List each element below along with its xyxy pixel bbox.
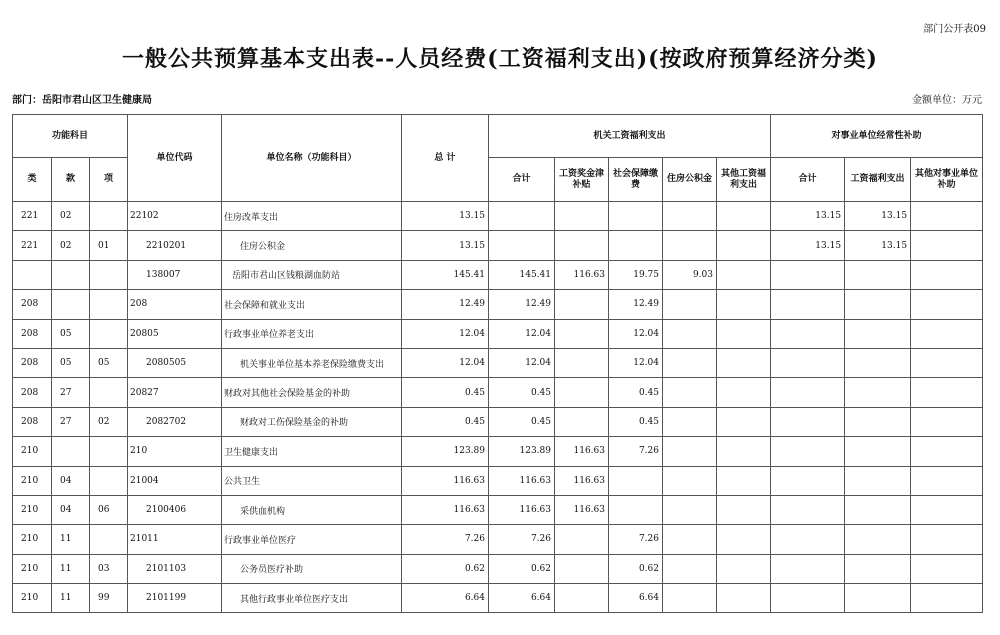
header-func-subject: 功能科目 [13,115,128,158]
table-row [13,554,983,583]
cell-inst-subtotal [771,525,845,554]
cell-xiang: 02 [90,407,128,436]
cell-inst-subtotal [771,466,845,495]
cell-unit-name: 社会保障和就业支出 [222,290,402,319]
cell-unit-code: 210 [128,437,222,466]
cell-org-bonus: 116.63 [555,437,609,466]
form-number: 部门公开表09 [923,24,986,35]
cell-org-other [717,231,771,260]
cell-inst-wage [845,290,911,319]
cell-org-housing [663,378,717,407]
cell-total: 13.15 [402,202,489,231]
cell-inst-subtotal [771,290,845,319]
header-org-other: 其他工资福利支出 [717,158,771,202]
cell-xiang [90,260,128,289]
cell-lei: 210 [13,554,52,583]
cell-org-housing [663,407,717,436]
cell-org-bonus: 116.63 [555,260,609,289]
cell-inst-subtotal [771,437,845,466]
cell-kuan: 27 [52,407,90,436]
cell-org-subtotal [489,231,555,260]
cell-unit-code: 208 [128,290,222,319]
cell-unit-name: 其他行政事业单位医疗支出 [222,584,402,613]
cell-total: 0.62 [402,554,489,583]
cell-unit-code: 20805 [128,319,222,348]
header-total: 总 计 [402,115,489,202]
cell-inst-wage [845,466,911,495]
cell-org-bonus [555,378,609,407]
currency-unit-label: 金额单位：万元 [912,95,982,106]
cell-inst-other [911,290,983,319]
cell-org-subtotal: 0.45 [489,378,555,407]
cell-lei: 208 [13,378,52,407]
cell-inst-other [911,319,983,348]
cell-inst-wage [845,348,911,377]
cell-unit-name: 住房公积金 [222,231,402,260]
header-lei: 类 [13,158,52,202]
cell-total: 123.89 [402,437,489,466]
header-org-subtotal: 合计 [489,158,555,202]
cell-org-housing [663,348,717,377]
header-inst-wage: 工资福利支出 [845,158,911,202]
cell-kuan [52,260,90,289]
cell-inst-other [911,525,983,554]
cell-inst-subtotal [771,260,845,289]
cell-org-bonus [555,554,609,583]
cell-org-bonus: 116.63 [555,495,609,524]
header-inst-other: 其他对事业单位补助 [911,158,983,202]
cell-org-subtotal: 0.62 [489,554,555,583]
cell-org-bonus [555,202,609,231]
cell-org-housing [663,290,717,319]
cell-org-social: 0.45 [609,378,663,407]
cell-org-housing: 9.03 [663,260,717,289]
cell-org-bonus [555,525,609,554]
cell-unit-name: 公共卫生 [222,466,402,495]
cell-org-subtotal: 12.04 [489,348,555,377]
cell-org-other [717,466,771,495]
cell-org-housing [663,319,717,348]
cell-kuan: 11 [52,584,90,613]
cell-inst-wage [845,525,911,554]
cell-inst-wage [845,378,911,407]
cell-org-other [717,437,771,466]
cell-org-housing [663,437,717,466]
cell-org-subtotal [489,202,555,231]
header-inst-group: 对事业单位经常性补助 [771,115,983,158]
cell-unit-code: 21004 [128,466,222,495]
cell-unit-code: 2100406 [128,495,222,524]
cell-xiang: 99 [90,584,128,613]
cell-org-subtotal: 123.89 [489,437,555,466]
cell-lei: 208 [13,290,52,319]
cell-org-other [717,348,771,377]
cell-org-other [717,554,771,583]
table-row [13,437,983,466]
table-row [13,525,983,554]
table-row [13,260,983,289]
cell-org-other [717,378,771,407]
cell-lei: 210 [13,584,52,613]
cell-unit-name: 岳阳市君山区钱粮湖血防站 [222,260,402,289]
cell-total: 13.15 [402,231,489,260]
cell-unit-code: 20827 [128,378,222,407]
cell-org-social: 0.62 [609,554,663,583]
cell-inst-wage [845,554,911,583]
cell-unit-code: 2082702 [128,407,222,436]
cell-kuan: 02 [52,202,90,231]
cell-lei: 221 [13,231,52,260]
cell-inst-other [911,554,983,583]
cell-unit-name: 财政对其他社会保险基金的补助 [222,378,402,407]
table-row [13,466,983,495]
cell-inst-wage [845,407,911,436]
cell-org-subtotal: 6.64 [489,584,555,613]
cell-inst-subtotal: 13.15 [771,202,845,231]
cell-org-bonus: 116.63 [555,466,609,495]
cell-xiang: 01 [90,231,128,260]
cell-inst-other [911,348,983,377]
cell-org-other [717,407,771,436]
cell-inst-subtotal [771,495,845,524]
cell-unit-code: 2101103 [128,554,222,583]
cell-org-other [717,202,771,231]
cell-total: 116.63 [402,466,489,495]
cell-unit-name: 行政事业单位医疗 [222,525,402,554]
cell-inst-subtotal [771,584,845,613]
cell-org-other [717,260,771,289]
cell-lei: 208 [13,319,52,348]
cell-org-social: 12.49 [609,290,663,319]
cell-lei [13,260,52,289]
table-row [13,290,983,319]
cell-inst-subtotal: 13.15 [771,231,845,260]
cell-xiang: 03 [90,554,128,583]
cell-org-social: 6.64 [609,584,663,613]
cell-unit-name: 公务员医疗补助 [222,554,402,583]
cell-org-subtotal: 7.26 [489,525,555,554]
cell-unit-name: 行政事业单位养老支出 [222,319,402,348]
cell-lei: 210 [13,437,52,466]
table-row [13,348,983,377]
table-row [13,407,983,436]
cell-inst-wage [845,437,911,466]
cell-kuan: 05 [52,319,90,348]
cell-org-other [717,525,771,554]
cell-org-social: 0.45 [609,407,663,436]
cell-org-other [717,495,771,524]
cell-unit-code: 22102 [128,202,222,231]
cell-org-housing [663,495,717,524]
cell-inst-other [911,584,983,613]
cell-total: 6.64 [402,584,489,613]
cell-inst-subtotal [771,378,845,407]
cell-inst-subtotal [771,407,845,436]
cell-unit-code: 2101199 [128,584,222,613]
cell-total: 116.63 [402,495,489,524]
cell-org-social: 12.04 [609,319,663,348]
cell-inst-wage [845,319,911,348]
cell-org-subtotal: 116.63 [489,466,555,495]
header-org-social: 社会保障缴费 [609,158,663,202]
cell-lei: 208 [13,348,52,377]
cell-xiang [90,525,128,554]
cell-total: 12.49 [402,290,489,319]
cell-inst-wage [845,495,911,524]
cell-org-social [609,231,663,260]
cell-kuan: 04 [52,495,90,524]
cell-total: 0.45 [402,378,489,407]
cell-org-bonus [555,407,609,436]
cell-org-subtotal: 116.63 [489,495,555,524]
header-unit-code: 单位代码 [128,115,222,202]
table-row [13,584,983,613]
cell-org-social [609,495,663,524]
cell-kuan: 02 [52,231,90,260]
cell-org-housing [663,202,717,231]
cell-org-social [609,202,663,231]
cell-org-bonus [555,231,609,260]
cell-inst-wage: 13.15 [845,202,911,231]
header-org-bonus: 工资奖金津补贴 [555,158,609,202]
cell-org-social: 12.04 [609,348,663,377]
cell-org-bonus [555,348,609,377]
cell-org-other [717,584,771,613]
header-org-group: 机关工资福利支出 [489,115,771,158]
cell-inst-other [911,466,983,495]
cell-xiang [90,378,128,407]
cell-org-social: 7.26 [609,525,663,554]
cell-total: 12.04 [402,319,489,348]
cell-inst-wage [845,260,911,289]
cell-org-housing [663,525,717,554]
cell-total: 12.04 [402,348,489,377]
department-label: 部门：岳阳市君山区卫生健康局 [12,95,152,106]
cell-org-subtotal: 12.49 [489,290,555,319]
cell-unit-code: 138007 [128,260,222,289]
cell-org-bonus [555,290,609,319]
cell-inst-other [911,407,983,436]
cell-lei: 210 [13,466,52,495]
cell-xiang [90,202,128,231]
cell-unit-name: 采供血机构 [222,495,402,524]
cell-org-social [609,466,663,495]
cell-org-subtotal: 145.41 [489,260,555,289]
cell-inst-wage: 13.15 [845,231,911,260]
table-row [13,378,983,407]
cell-inst-wage [845,584,911,613]
cell-org-bonus [555,584,609,613]
cell-total: 0.45 [402,407,489,436]
cell-kuan [52,437,90,466]
cell-xiang: 06 [90,495,128,524]
cell-org-housing [663,584,717,613]
cell-lei: 210 [13,525,52,554]
cell-org-other [717,290,771,319]
cell-kuan: 05 [52,348,90,377]
cell-inst-other [911,437,983,466]
cell-inst-other [911,231,983,260]
header-org-housing: 住房公积金 [663,158,717,202]
cell-inst-subtotal [771,348,845,377]
cell-unit-code: 2210201 [128,231,222,260]
cell-unit-name: 住房改革支出 [222,202,402,231]
table-row [13,202,983,231]
cell-org-bonus [555,319,609,348]
table-row [13,495,983,524]
cell-org-housing [663,554,717,583]
cell-unit-name: 机关事业单位基本养老保险缴费支出 [222,348,402,377]
table-row [13,231,983,260]
header-xiang: 项 [90,158,128,202]
cell-inst-other [911,202,983,231]
cell-inst-subtotal [771,554,845,583]
cell-unit-name: 财政对工伤保险基金的补助 [222,407,402,436]
cell-unit-name: 卫生健康支出 [222,437,402,466]
cell-xiang: 05 [90,348,128,377]
cell-lei: 221 [13,202,52,231]
header-kuan: 款 [52,158,90,202]
cell-xiang [90,466,128,495]
header-unit-name: 单位名称（功能科目） [222,115,402,202]
cell-xiang [90,319,128,348]
cell-org-other [717,319,771,348]
cell-org-housing [663,466,717,495]
cell-xiang [90,290,128,319]
cell-xiang [90,437,128,466]
cell-inst-other [911,495,983,524]
cell-org-subtotal: 0.45 [489,407,555,436]
cell-total: 145.41 [402,260,489,289]
cell-kuan: 11 [52,554,90,583]
cell-lei: 210 [13,495,52,524]
cell-kuan [52,290,90,319]
cell-inst-other [911,260,983,289]
cell-lei: 208 [13,407,52,436]
page-title: 一般公共预算基本支出表--人员经费(工资福利支出)(按政府预算经济分类) [122,46,878,72]
budget-table [12,114,983,613]
cell-org-housing [663,231,717,260]
table-row [13,319,983,348]
cell-unit-code: 21011 [128,525,222,554]
header-inst-subtotal: 合计 [771,158,845,202]
cell-kuan: 27 [52,378,90,407]
cell-inst-other [911,378,983,407]
cell-org-subtotal: 12.04 [489,319,555,348]
cell-kuan: 04 [52,466,90,495]
cell-inst-subtotal [771,319,845,348]
cell-unit-code: 2080505 [128,348,222,377]
cell-org-social: 19.75 [609,260,663,289]
cell-kuan: 11 [52,525,90,554]
cell-org-social: 7.26 [609,437,663,466]
cell-total: 7.26 [402,525,489,554]
